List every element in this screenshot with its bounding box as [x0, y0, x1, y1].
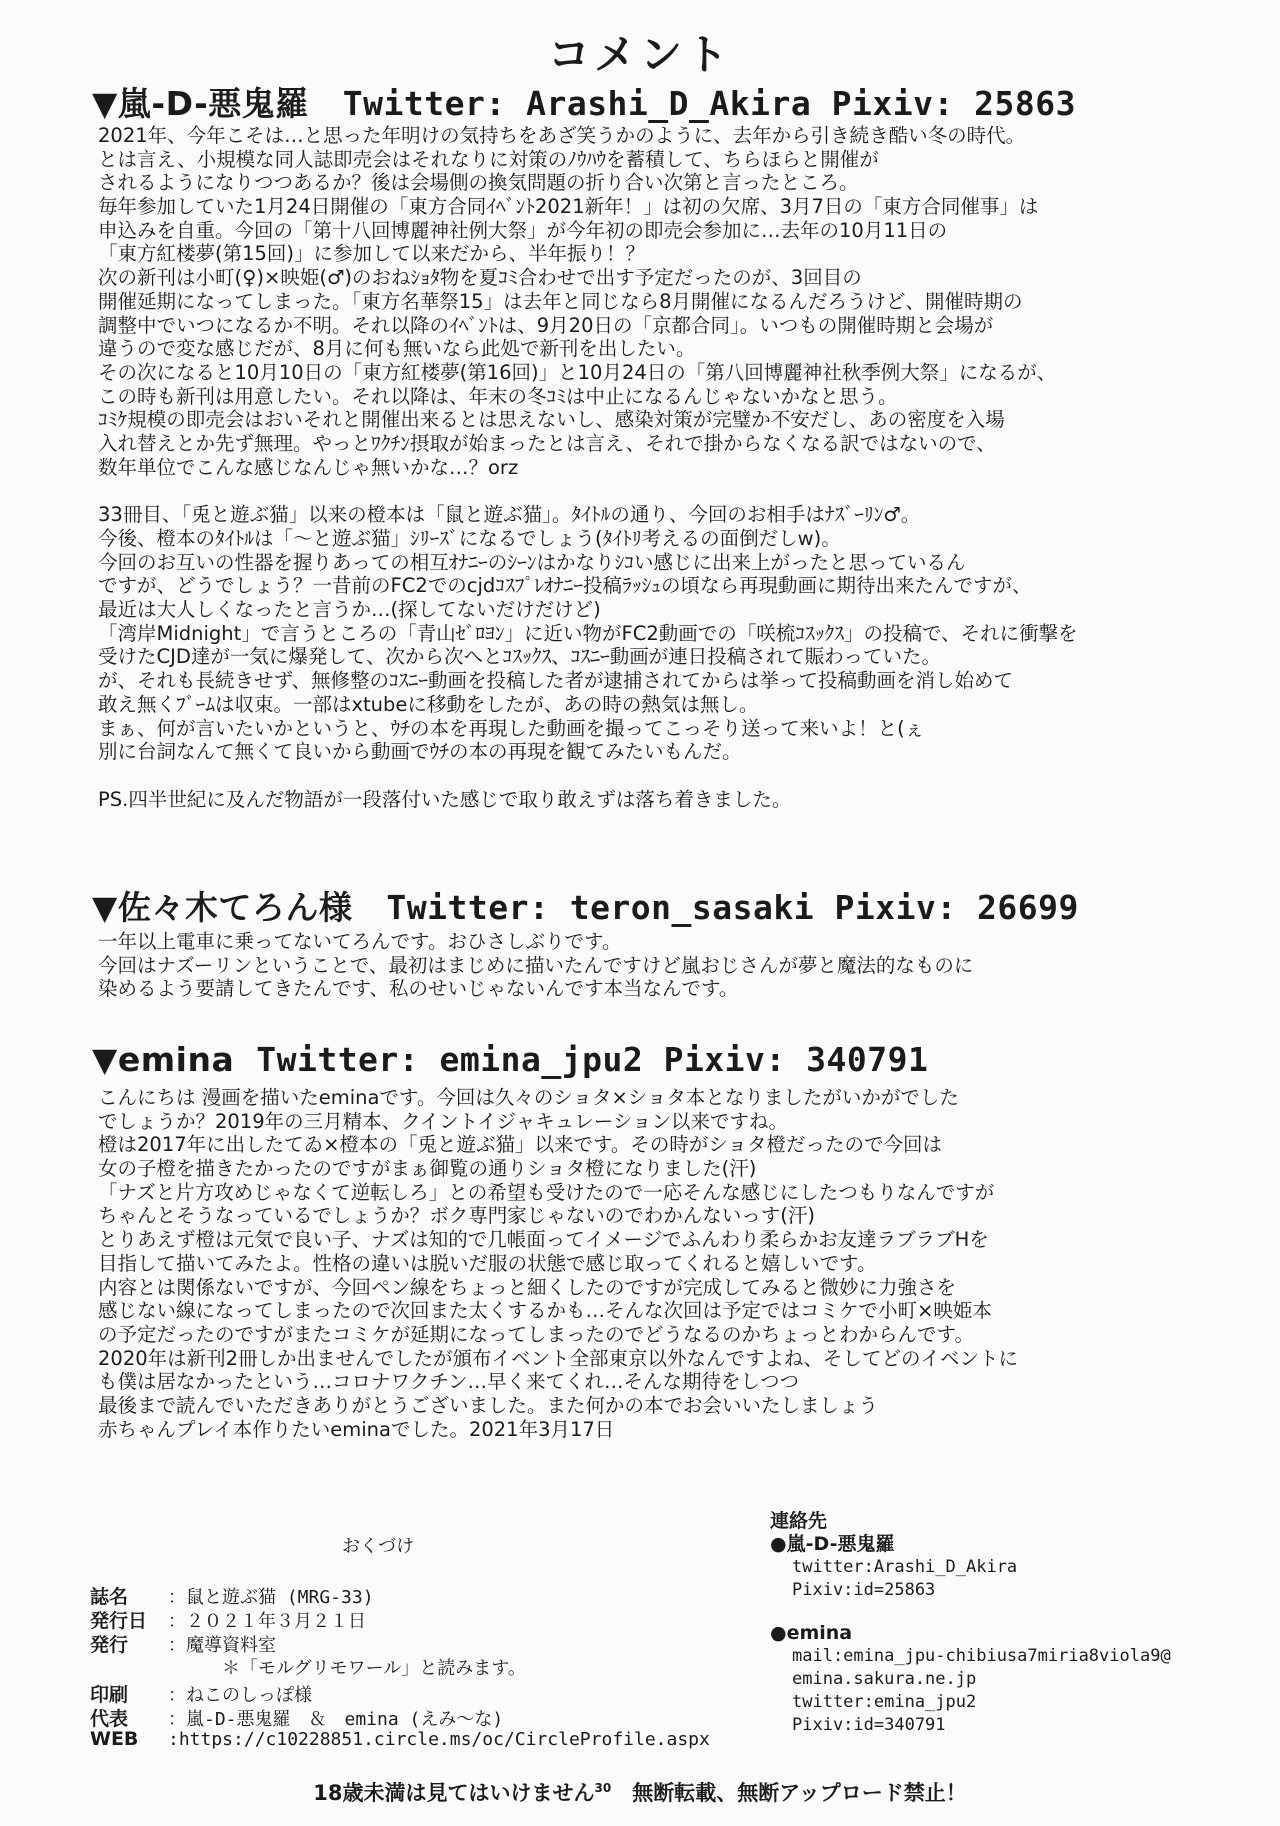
- paragraph-gap: [98, 764, 1208, 788]
- colophon-label: WEB: [90, 1728, 139, 1750]
- section-author-handles: Twitter: Arashi_D_Akira Pixiv: 25863: [342, 84, 1077, 123]
- comment-line: の予定だったのですがまたコミケが延期になってしまったのでどうなるのかちょっとわからんです。: [98, 1322, 974, 1346]
- comment-line: 今後、橙本のﾀｲﾄﾙは「～と遊ぶ猫」ｼﾘｰｽﾞになるでしょう(ﾀｲﾄﾘ考えるの面倒だしw)。: [98, 527, 841, 550]
- comment-line: 別に台詞なんて無くて良いから動画でｳﾁの本の再現を観てみたいもんだ。: [98, 740, 742, 764]
- comment-line: 「湾岸Midnight」で言うところの「青山ｾﾞﾛﾖﾝ」に近い物がFC2動画での「咲梳ｺｽｯｸｽ」の投稿で、それに衝撃を: [98, 621, 1078, 645]
- comment-line: でしょうか？2019年の三月精本、クイントイジャキュレーション以来ですね。: [98, 1109, 789, 1133]
- comment-line: 一年以上電車に乗ってないてろんです。おひさしぶりです。: [98, 930, 622, 953]
- comment-line: 感じない線になってしまったので次回また太くするかも…そんな次回は予定ではコミケで小町×映姫本: [98, 1299, 992, 1323]
- comment-line: 目指して描いてみたよ。性格の違いは脱いだ服の状態で感じ取ってくれると嬉しいです。: [98, 1251, 877, 1275]
- colophon-label: 誌名: [90, 1586, 129, 1608]
- colophon-value: ＊「モルグリモワール」と読みます。: [168, 1658, 526, 1679]
- colophon-url: :https://c10228851.circle.ms/oc/CircleProfile.aspx: [168, 1729, 710, 1750]
- contact-pixiv-emina: Pixiv:id=340791: [792, 1715, 946, 1735]
- page-title: コメント: [547, 30, 732, 79]
- colophon-row: [90, 1680, 312, 1707]
- comment-line: まぁ、何が言いたいかというと、ｳﾁの本を再現した動画を撮ってこっそり送って来いよ！と(ぇ: [98, 716, 925, 740]
- paragraph-gap: [98, 479, 1208, 503]
- contact-twitter-emina: twitter:emina_jpu2: [792, 1692, 977, 1712]
- comment-line: 調整中でいつになるか不明。それ以降のｲﾍﾞﾝﾄは、9月20日の「京都合同」。いつもの開催時期と会場が: [98, 313, 994, 337]
- comment-line: その次になると10月10日の「東方紅楼夢(第16回)」と10月24日の「第八回博麗神社秋季例大祭」になるが、: [98, 360, 1057, 384]
- footer-notice: [0, 1777, 1280, 1807]
- section-author-name: ▼emina: [92, 1040, 235, 1079]
- section-header-arashi: [92, 78, 1076, 125]
- comment-line: 2020年は新刊2冊しか出ませんでしたが頒布イベント全部東京以外なんですよね、そしてどのイベントに: [98, 1346, 1019, 1370]
- colophon-label: 印刷: [90, 1684, 129, 1706]
- comment-line: 内容とは関係ないですが、今回ペン線をちょっと細くしたのですが完成してみると微妙に力強さを: [98, 1275, 957, 1299]
- contact-mail-domain-emina: emina.sakura.ne.jp: [792, 1669, 977, 1689]
- age-warning: 18歳未満は見てはいけません: [313, 1781, 595, 1805]
- colophon-value: ：ねこのしっぽ様: [168, 1685, 312, 1706]
- comment-line: 2021年、今年こそは…と思った年明けの気持ちをあざ笑うかのように、去年から引き続き酷い冬の時代。: [98, 124, 1026, 147]
- section-body-emina: [98, 1086, 1208, 1441]
- section-body-arashi: [98, 124, 1208, 812]
- colophon-row: [90, 1728, 710, 1750]
- colophon-label: 代表: [90, 1708, 129, 1730]
- colophon-value: ：魔導資料室: [168, 1635, 276, 1656]
- section-author-name: ▼嵐-D-悪鬼羅: [92, 84, 309, 123]
- comment-line: 女の子橙を描きたかったのですがまぁ御覧の通りショタ橙になりました(汗): [98, 1157, 757, 1181]
- section-author-handles: Twitter: teron_sasaki Pixiv: 26699: [386, 888, 1079, 927]
- comment-line: 「東方紅楼夢(第15回)」に参加して以来だから、半年振り！？: [98, 242, 646, 266]
- contact-block: [770, 1510, 1270, 1737]
- contact-pixiv-arashi: Pixiv:id=25863: [792, 1580, 936, 1600]
- comment-line: 今回はナズーリンということで、最初はまじめに描いたんですけど嵐おじさんが夢と魔法的なものに: [98, 953, 974, 977]
- comment-line: されるようになりつつあるか？後は会場側の換気問題の折り合い次第と言ったところ。: [98, 171, 859, 195]
- colophon-row: [90, 1630, 276, 1657]
- contact-name-arashi: ●嵐-D-悪鬼羅: [770, 1533, 895, 1555]
- colophon-value: ：鼠と遊ぶ猫 (MRG-33): [168, 1587, 374, 1608]
- contact-title: 連絡先: [770, 1510, 828, 1532]
- colophon-row: [90, 1704, 503, 1731]
- comment-line: 入れ替えとか先ず無理。やっとﾜｸﾁﾝ摂取が始まったとは言え、それで掛からなくなる訳ではないので、: [98, 431, 996, 455]
- comment-line: PS.四半世紀に及んだ物語が一段落付いた感じで取り敢えずは落ち着きました。: [98, 787, 792, 811]
- comment-line: 申込みを自重。今回の「第十八回博麗神社例大祭」が今年初の即売会参加に…去年の10月11日の: [98, 218, 948, 242]
- comment-line: この時も新刊は用意したい。それ以降は、年末の冬ｺﾐは中止になるんじゃないかなと思う。: [98, 384, 898, 408]
- colophon-row: [90, 1654, 526, 1680]
- comment-line: ｺﾐｹ規模の即売会はおいそれと開催出来るとは思えないし、感染対策が完璧か不安だし、あの密度を入場: [98, 408, 1005, 432]
- section-header-emina: [92, 1040, 928, 1079]
- comment-line: 違うので変な感じだが、8月に何も無いなら此処で新刊を出したい。: [98, 337, 696, 361]
- comment-line: ですが、どうでしょう？一昔前のFC2でのcjdｺｽﾌﾟﾚｵﾅﾆｰ投稿ﾗｯｼｭの頃なら再現動画に期待出来たんですが、: [98, 574, 1032, 598]
- colophon-label: 発行: [90, 1634, 129, 1656]
- colophon-title: おくづけ: [342, 1536, 414, 1557]
- comment-line: とは言え、小規模な同人誌即売会はそれなりに対策のﾉｳﾊｳを蓄積して、ちらほらと開催が: [98, 147, 879, 171]
- comment-line: 受けたCJD達が一気に爆発して、次から次へとｺｽｯｸｽ、ｺｽﾆｰ動画が連日投稿されて賑わっていた。: [98, 645, 942, 669]
- page-number: 30: [594, 1781, 612, 1795]
- comment-line: 最後まで読んでいただきありがとうございました。また何かの本でお会いいたしましょう: [98, 1393, 879, 1417]
- comment-line: 敢え無くﾌﾞｰﾑは収束。一部はxtubeに移動をしたが、あの時の熱気は無し。: [98, 692, 759, 716]
- comment-line: とりあえず橙は元気で良い子、ナズは知的で几帳面ってイメージでふんわり柔らかお友達ラブラブHを: [98, 1228, 989, 1252]
- colophon-row: [90, 1582, 374, 1609]
- comment-line: 今回のお互いの性器を握りあっての相互ｵﾅﾆｰのｼｰﾝはかなりｼｺい感じに出来上がったと思っているん: [98, 550, 966, 574]
- comment-line: 33冊目、「兎と遊ぶ猫」以来の橙本は「鼠と遊ぶ猫」。ﾀｲﾄﾙの通り、今回のお相手はﾅｽﾞｰﾘﾝ♂。: [98, 503, 921, 527]
- comment-line: 橙は2017年に出したてゐ×橙本の「兎と遊ぶ猫」以来です。その時がショタ橙だったので今回は: [98, 1133, 943, 1157]
- comment-line: 開催延期になってしまった。「東方名華祭15」は去年と同じなら8月開催になるんだろうけど、開催時期の: [98, 289, 1023, 313]
- comment-line: こんにちは 漫画を描いたeminaです。今回は久々のショタ×ショタ本となりましたがいかがでした: [98, 1086, 959, 1109]
- section-body-teron: [98, 930, 1208, 1001]
- reprint-warning: 無断転載、無断アップロード禁止！: [611, 1781, 967, 1805]
- comment-line: 数年単位でこんな感じなんじゃ無いかな…？orz: [98, 455, 519, 479]
- comment-line: が、それも長続きせず、無修整のｺｽﾆｰ動画を投稿した者が逮捕されてからは挙って投稿動画を消し始めて: [98, 669, 1013, 693]
- colophon-value: ：嵐-D-悪鬼羅 ＆ emina (えみ～な): [168, 1709, 504, 1730]
- section-author-name: ▼佐々木てろん様: [92, 888, 353, 927]
- comment-line: 赤ちゃんプレイ本作りたいeminaでした。2021年3月17日: [98, 1417, 615, 1441]
- comment-line: 染めるよう要請してきたんです、私のせいじゃないんです本当なんです。: [98, 977, 739, 1001]
- contact-name-emina: ●emina: [770, 1622, 853, 1644]
- section-header-teron: [92, 882, 1079, 929]
- colophon-value: ：２０２１年３月２１日: [168, 1611, 366, 1632]
- contact-mail-emina: mail:emina_jpu-chibiusa7miria8viola9@: [792, 1646, 1171, 1666]
- colophon-label: 発行日: [90, 1610, 148, 1632]
- section-author-handles: Twitter: emina_jpu2 Pixiv: 340791: [256, 1040, 929, 1079]
- comment-line: 毎年参加していた1月24日開催の「東方合同ｲﾍﾞﾝﾄ2021新年！」は初の欠席、3月7日の「東方合同催事」は: [98, 195, 1039, 219]
- comment-line: 最近は大人しくなったと言うか…(探してないだけだけど): [98, 598, 601, 622]
- comment-line: 次の新刊は小町(♀)×映姫(♂)のおねｼｮﾀ物を夏ｺﾐ合わせで出す予定だったのが、3回目の: [98, 266, 862, 290]
- comment-line: も僕は居なかったという…コロナワクチン…早く来てくれ…そんな期待をしつつ: [98, 1370, 800, 1394]
- colophon-row: [90, 1606, 366, 1633]
- comment-line: 「ナズと片方攻めじゃなくて逆転しろ」との希望も受けたので一応そんな感じにしたつもりなんですが: [98, 1180, 995, 1204]
- contact-twitter-arashi: twitter:Arashi_D_Akira: [792, 1557, 1018, 1577]
- comment-line: ちゃんとそうなっているでしょうか？ボク専門家じゃないのでわかんないっす(汗): [98, 1204, 816, 1228]
